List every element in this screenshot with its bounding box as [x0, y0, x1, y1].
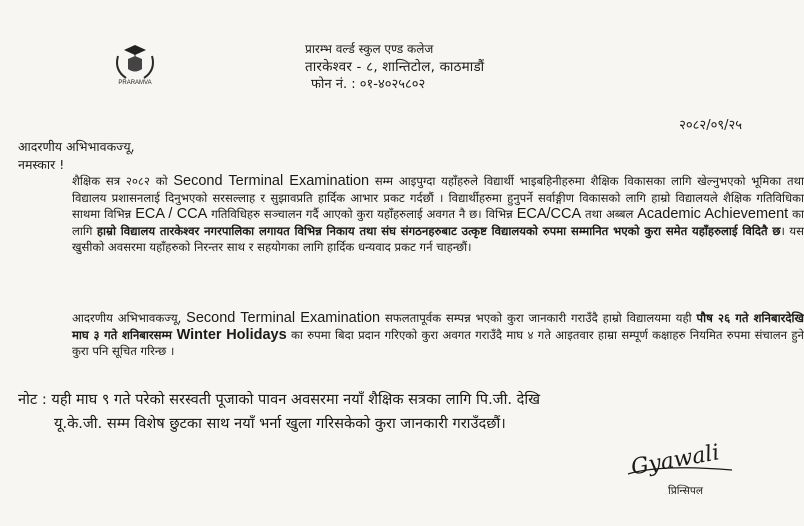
note-line-1: नोट : यही माघ ९ गते परेको सरस्वती पूजाको पावन अवसरमा नयाँ शैक्षिक सत्रका लागि पि.जी. देखि: [18, 391, 541, 408]
school-logo: [104, 36, 166, 86]
para1-text-6: । यस खुसीको अवसरमा यहाँहरुको निरन्तर साथ र सहयोगका लागि हार्दिक धन्यवाद प्रकट गर्न चाहन्छौं।: [72, 223, 804, 255]
para1-text-3: गतिविधिहरु सञ्चालन गर्दै आएको कुरा यहाँहरुलाई अवगत नै छ। विभिन्न: [207, 207, 517, 222]
para1-exam-name: Second Terminal Examination: [173, 173, 370, 189]
school-name: प्रारम्भ वर्ल्ड स्कुल एण्ड कलेज: [305, 42, 434, 56]
signature-text: Gyawali: [629, 440, 722, 481]
para1-text-4: तथा अब्बल: [581, 207, 638, 222]
salutation: [18, 138, 135, 174]
para2-text-1: आदरणीय अभिभावकज्यू,: [72, 311, 187, 325]
para2-holiday-dates: पौष २६ गते शनिबारदेखि माघ ३ गते शनिबारसम्म: [72, 311, 804, 342]
para1-text-1: शैक्षिक सत्र २०८२ को: [72, 174, 174, 188]
para1-text-2: सम्म आइपुग्दा यहाँहरुले विद्यार्थी भाइबहिनीहरुमा शैक्षिक विकासका लागि खेल्नुभएको भूमिका तथा विद्यालय प्रशासनलाई दिनुभएको सरसल्लाह र सुझावप्रति हार्दिक आभार प्रकट गर्दछौं । विद्यार्थीहरुमा हुनुपर्ने सर्वाङ्गीण विकासको लागि हाम्रो विद्यालयले शैक्षिक गतिविधिका साथमा विभिन्न: [72, 174, 804, 222]
salutation-line-2: नमस्कार !: [18, 157, 65, 172]
para1-eca-cca-2: ECA/CCA: [516, 206, 582, 223]
salutation-line-1: आदरणीय अभिभावकज्यू,: [18, 139, 135, 154]
school-crest-icon: [104, 36, 166, 86]
para1-text-5: का लागि: [72, 207, 804, 238]
letter-date: २०८२/०९/२५: [679, 118, 742, 133]
signature: [620, 426, 740, 486]
logo-text: PRARAMVA: [118, 80, 152, 86]
principal-title: प्रिन्सिपल: [668, 485, 703, 497]
paragraph-1: [18, 173, 804, 256]
paragraph-2: [18, 310, 804, 360]
para2-text-3: का रुपमा बिदा प्रदान गरिएको कुरा अवगत गराउँदै माघ ४ गते आइतवार हाम्रा सम्पूर्ण कक्षाहरु नियमित रुपमा संचालन हुने कुरा पनि सूचित गरिन्छ ।: [72, 327, 804, 359]
para2-text-2: सफलतापूर्वक सम्पन्न भएको कुरा जानकारी गराउँदै हाम्रो विद्यालयमा यही: [380, 311, 697, 325]
para2-winter-holidays: Winter Holidays: [176, 326, 287, 343]
note-line-2: यू.के.जी. सम्म विशेष छुटका साथ नयाँ भर्ना खुला गरिसकेको कुरा जानकारी गराउँदछौं।: [54, 415, 506, 432]
para1-bold-text: हाम्रो विद्यालय तारकेश्वर नगरपालिका लगायत विभिन्न निकाय तथा संघ संगठनहरुबाट उत्कृष्ट विद्यालयको रुपमा सम्मानित भएको कुरा समेत यहाँहरुलाई विदितै छ: [96, 223, 781, 238]
school-phone: फोन नं. : ०१-४०२५८०२: [311, 77, 426, 92]
signature-icon: [620, 426, 740, 486]
school-address: तारकेश्वर - ८, शान्तिटोल, काठमाडौं: [305, 59, 485, 75]
para1-eca-cca: ECA / CCA: [135, 206, 208, 223]
para2-exam-name: Second Terminal Examination: [186, 310, 381, 326]
para1-academic-achievement: Academic Achievement: [637, 206, 789, 223]
letterhead: [305, 40, 484, 94]
